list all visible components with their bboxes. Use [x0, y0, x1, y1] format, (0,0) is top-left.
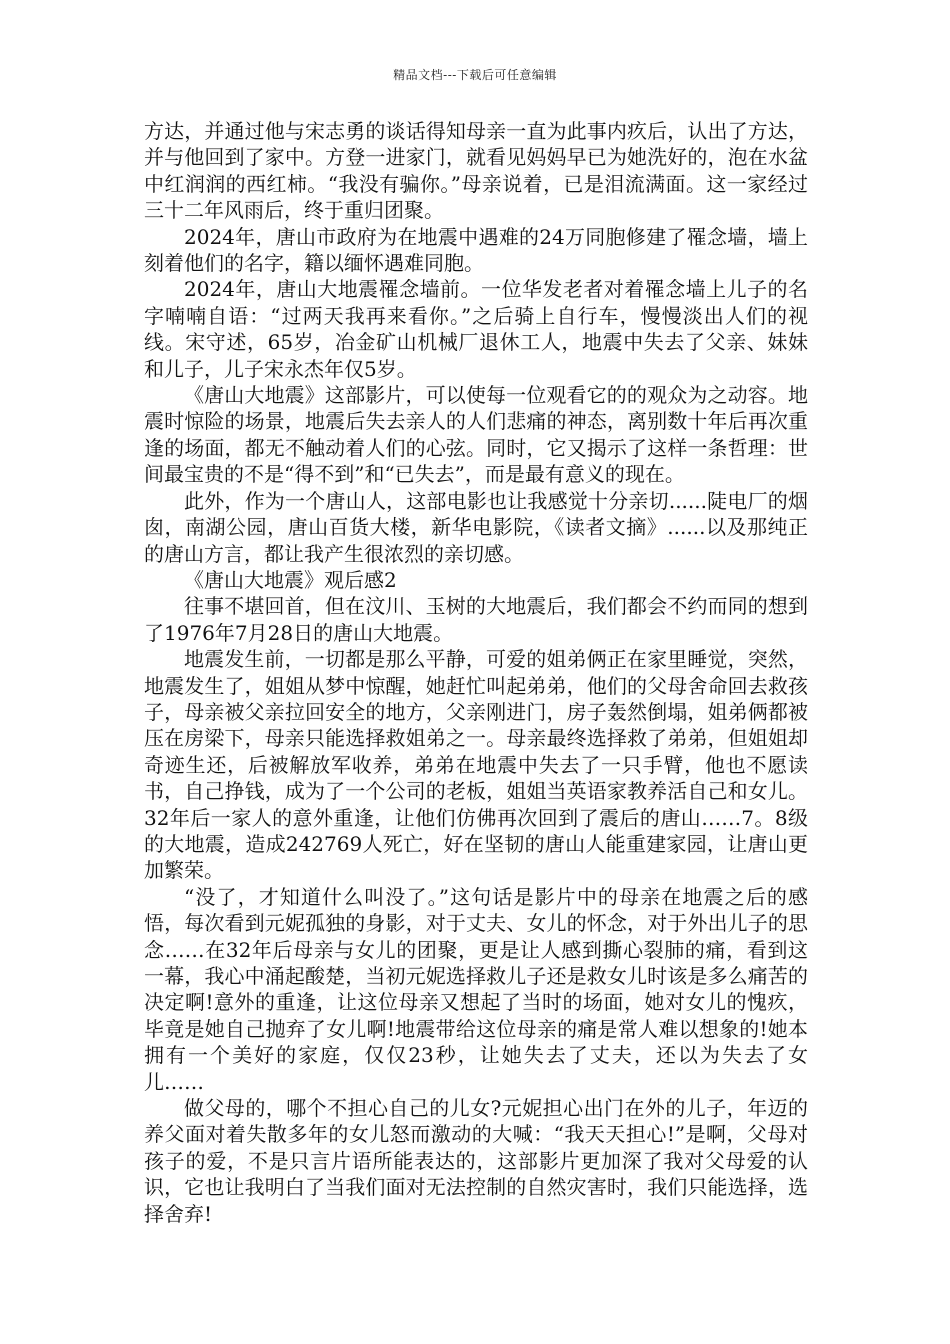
paragraph: 2024年，唐山大地震罹念墙前。一位华发老者对着罹念墙上儿子的名字喃喃自语：“过两天我再来看你。”之后骑上自行车，慢慢淡出人们的视线。宋守述，65岁，冶金矿山机械厂退休工人，地震中失去了父亲、妹妹和儿子，儿子宋永杰年仅5岁。	[144, 277, 808, 381]
paragraph: “没了，才知道什么叫没了。”这句话是影片中的母亲在地震之后的感悟，每次看到元妮孤独的身影，对于丈夫、女儿的怀念，对于外出儿子的思念……在32年后母亲与女儿的团聚，更是让人感到撕心裂肺的痛，看到这一幕，我心中涌起酸楚，当初元妮选择救儿子还是救女儿时该是多么痛苦的决定啊!意外的重逢，让这位母亲又想起了当时的场面，她对女儿的愧疚，毕竟是她自己抛弃了女儿啊!地震带给这位母亲的痛是常人难以想象的!她本拥有一个美好的家庭，仅仅23秒，让她失去了丈夫，还以为失去了女儿……	[144, 884, 808, 1094]
paragraph: 方达，并通过他与宋志勇的谈话得知母亲一直为此事内疚后，认出了方达，并与他回到了家中。方登一进家门，就看见妈妈早已为她洗好的，泡在水盆中红润润的西红柿。“我没有骗你。”母亲说着，已是泪流满面。这一家经过三十二年风雨后，终于重归团聚。	[144, 119, 808, 223]
document-body	[144, 118, 808, 1227]
paragraph: 做父母的，哪个不担心自己的儿女?元妮担心出门在外的儿子，年迈的养父面对着失散多年的女儿怒而激动的大喊：“我天天担心!”是啊，父母对孩子的爱，不是只言片语所能表达的，这部影片更加深了我对父母爱的认识，它也让我明白了当我们面对无法控制的自然灾害时，我们只能选择，选择舍弃!	[144, 1096, 808, 1226]
section-title: 《唐山大地震》观后感2	[184, 567, 397, 592]
paragraph: 往事不堪回首，但在汶川、玉树的大地震后，我们都会不约而同的想到了1976年7月28日的唐山大地震。	[144, 594, 808, 645]
paragraph: 地震发生前，一切都是那么平静，可爱的姐弟俩正在家里睡觉，突然，地震发生了，姐姐从梦中惊醒，她赶忙叫起弟弟，他们的父母舍命回去救孩子，母亲被父亲拉回安全的地方，父亲刚进门，房子轰然倒塌，姐弟俩都被压在房梁下，母亲只能选择救姐弟之一。母亲最终选择救了弟弟，但姐姐却奇迹生还，后被解放军收养，弟弟在地震中失去了一只手臂，他也不愿读书，自己挣钱，成为了一个公司的老板，姐姐当英语家教养活自己和女儿。32年后一家人的意外重逢，让他们仿佛再次回到了震后的唐山……7。8级的大地震，造成242769人死亡，好在坚韧的唐山人能重建家园，让唐山更加繁荣。	[144, 647, 808, 883]
page-header: 精品文档---下载后可任意编辑	[393, 68, 557, 82]
paragraph: 此外，作为一个唐山人，这部电影也让我感觉十分亲切......陡电厂的烟囱，南湖公园，唐山百货大楼，新华电影院，《读者文摘》......以及那纯正的唐山方言，都让我产生很浓烈的亲切感。	[144, 488, 808, 566]
paragraph: 2024年，唐山市政府为在地震中遇难的24万同胞修建了罹念墙，墙上刻着他们的名字，籍以缅怀遇难同胞。	[144, 224, 808, 276]
paragraph: 《唐山大地震》这部影片，可以使每一位观看它的的观众为之动容。地震时惊险的场景，地震后失去亲人的人们悲痛的神态，离别数十年后再次重逢的场面，都无不触动着人们的心弦。同时，它又揭示了这样一条哲理：世间最宝贵的不是“得不到”和“已失去”，而是最有意义的现在。	[144, 383, 808, 487]
